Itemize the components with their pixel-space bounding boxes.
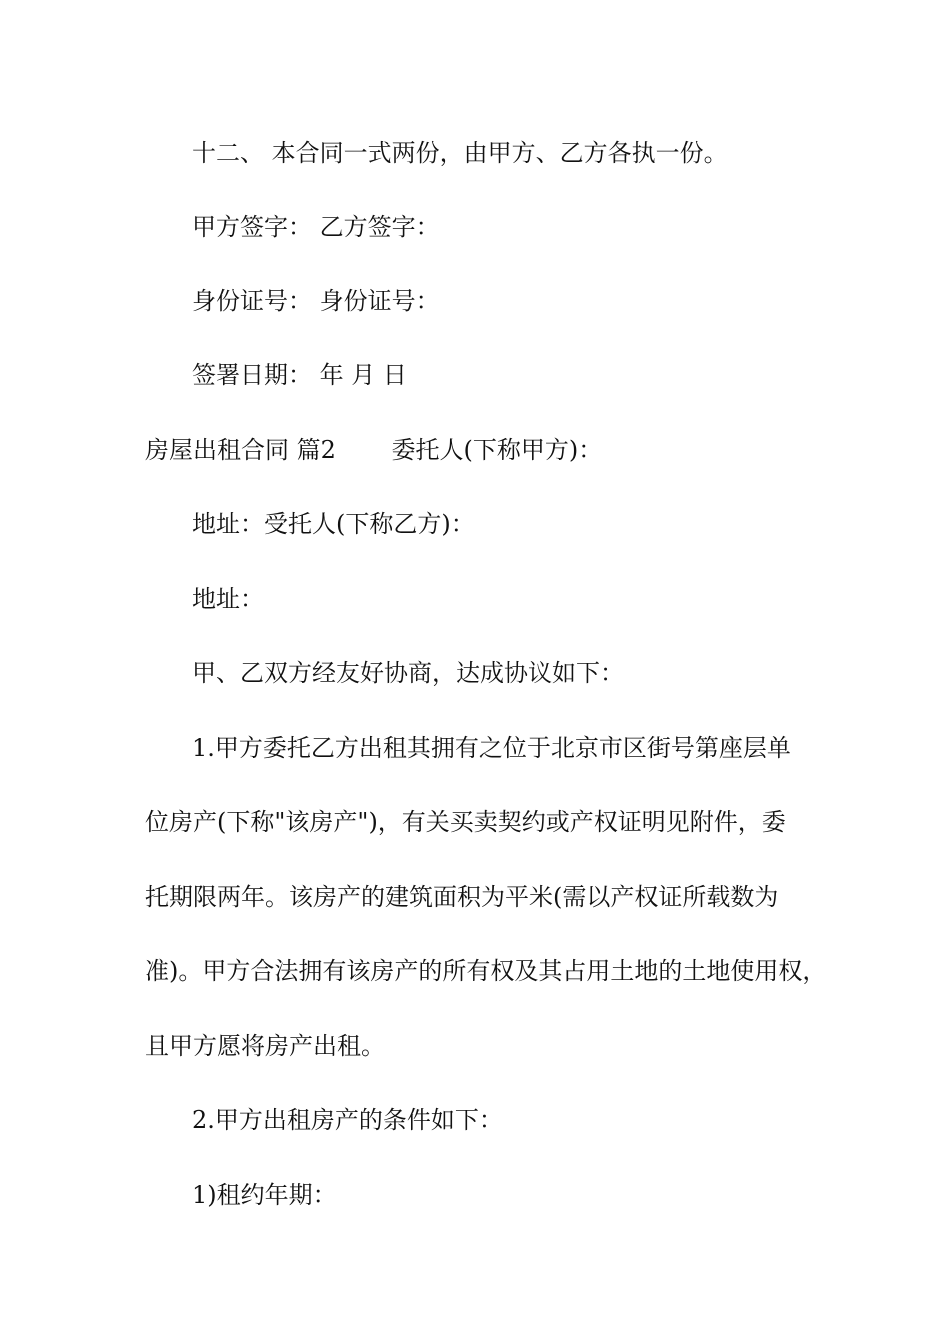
- signing-date-line: 签署日期： 年 月 日: [192, 361, 407, 389]
- clause-2-heading: 2.甲方出租房产的条件如下：: [192, 1106, 503, 1134]
- signature-line: 甲方签字： 乙方签字：: [192, 213, 440, 241]
- clause-1-line-4: 准)。甲方合法拥有该房产的所有权及其占用土地的土地使用权，: [145, 957, 827, 985]
- contract-2-heading: 房屋出租合同 篇2 委托人(下称甲方)：: [145, 436, 603, 464]
- clause-1-line-5: 且甲方愿将房产出租。: [145, 1032, 385, 1060]
- clause-12-copies: 十二、 本合同一式两份，由甲方、乙方各执一份。: [192, 139, 728, 167]
- clause-1-line-3: 托期限两年。该房产的建筑面积为平米(需以产权证所载数为: [145, 883, 779, 911]
- clause-1-line-1: 1.甲方委托乙方出租其拥有之位于北京市区街号第座层单: [192, 734, 791, 762]
- id-number-line: 身份证号： 身份证号：: [192, 287, 440, 315]
- address-line: 地址：: [192, 585, 264, 613]
- clause-1-line-2: 位房产(下称"该房产")，有关买卖契约或产权证明见附件，委: [145, 808, 786, 836]
- agreement-intro: 甲、乙双方经友好协商，达成协议如下：: [192, 659, 624, 687]
- lease-term-item: 1)租约年期：: [192, 1181, 337, 1209]
- address-trustee-line: 地址：受托人(下称乙方)：: [192, 510, 475, 538]
